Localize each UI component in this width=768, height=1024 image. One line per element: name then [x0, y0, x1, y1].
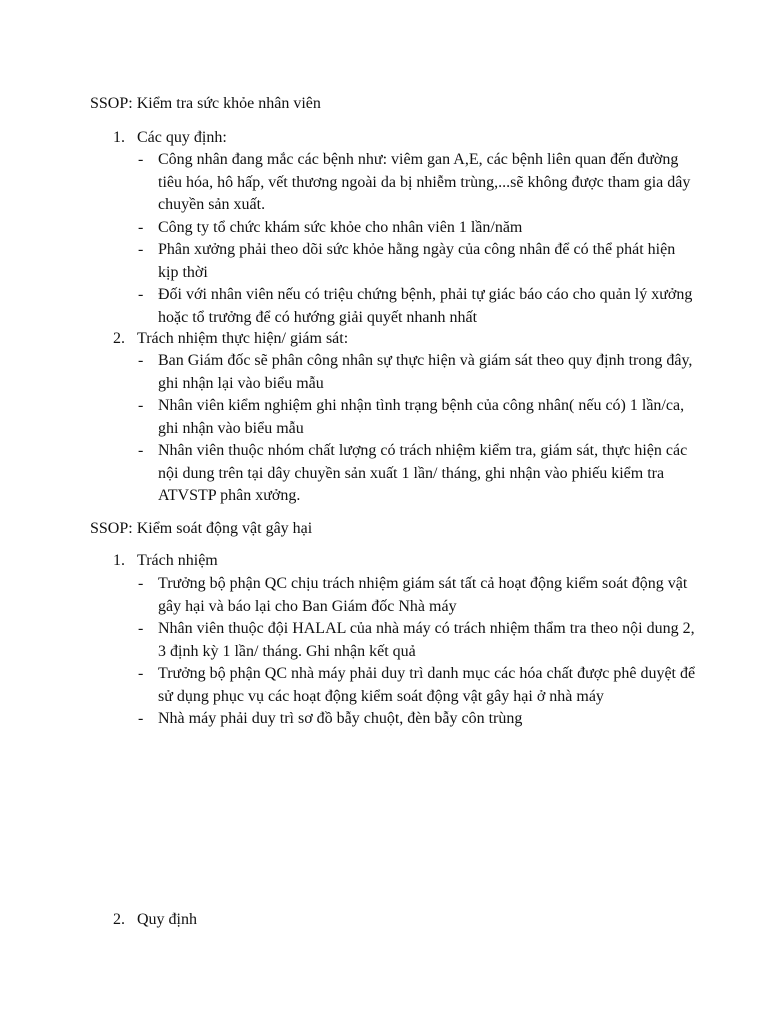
numbered-heading	[113, 328, 348, 351]
item-label: Trách nhiệm	[137, 552, 218, 569]
list-item: - Công nhân đang mắc các bệnh như: viêm gan A,E, các bệnh liên quan đến đường tiêu hóa, hô hấp, vết thương ngoài da bị nhiễm trùng,...sẽ không được tham gia dây chuyền sản xuất.	[136, 149, 696, 217]
item-number: 2.	[113, 330, 125, 347]
item-label: Trách nhiệm thực hiện/ giám sát:	[137, 330, 349, 347]
list-item: - Ban Giám đốc sẽ phân công nhân sự thực hiện và giám sát theo quy định trong đây, ghi nhận lại vào biểu mẫu	[136, 350, 696, 395]
numbered-heading	[113, 127, 227, 150]
section-title: SSOP: Kiểm tra sức khỏe nhân viên	[90, 95, 321, 112]
bullet-list	[136, 573, 696, 731]
list-item: - Nhà máy phải duy trì sơ đồ bẫy chuột, đèn bẫy côn trùng	[136, 708, 696, 731]
list-item: - Trưởng bộ phận QC chịu trách nhiệm giám sát tất cả hoạt động kiểm soát động vật gây hại và báo lại cho Ban Giám đốc Nhà máy	[136, 573, 696, 618]
list-item: - Nhân viên kiểm nghiệm ghi nhận tình trạng bệnh của công nhân( nếu có) 1 lần/ca, ghi nhận vào biểu mẫu	[136, 395, 696, 440]
numbered-heading	[113, 550, 218, 573]
item-label: Các quy định:	[137, 129, 227, 146]
numbered-heading	[113, 909, 197, 932]
item-number: 2.	[113, 911, 125, 928]
item-number: 1.	[113, 129, 125, 146]
section-title: SSOP: Kiểm soát động vật gây hại	[90, 520, 313, 537]
list-item: - Nhân viên thuộc đội HALAL của nhà máy có trách nhiệm thẩm tra theo nội dung 2, 3 định kỳ 1 lần/ tháng. Ghi nhận kết quả	[136, 618, 696, 663]
list-item: - Công ty tổ chức khám sức khỏe cho nhân viên 1 lần/năm	[136, 217, 696, 240]
list-item: - Nhân viên thuộc nhóm chất lượng có trách nhiệm kiểm tra, giám sát, thực hiện các nội dung trên tại dây chuyền sản xuất 1 lần/ tháng, ghi nhận vào phiếu kiểm tra ATVSTP phân xưởng.	[136, 440, 696, 508]
list-item: - Đối với nhân viên nếu có triệu chứng bệnh, phải tự giác báo cáo cho quản lý xưởng hoặc tổ trưởng để có hướng giải quyết nhanh nhất	[136, 284, 696, 329]
bullet-list	[136, 149, 696, 329]
item-number: 1.	[113, 552, 125, 569]
item-label: Quy định	[137, 911, 197, 928]
list-item: - Phân xưởng phải theo dõi sức khỏe hằng ngày của công nhân để có thể phát hiện kịp thời	[136, 239, 696, 284]
bullet-list	[136, 350, 696, 508]
list-item: - Trưởng bộ phận QC nhà máy phải duy trì danh mục các hóa chất được phê duyệt để sử dụng phục vụ các hoạt động kiểm soát động vật gây hại ở nhà máy	[136, 663, 696, 708]
